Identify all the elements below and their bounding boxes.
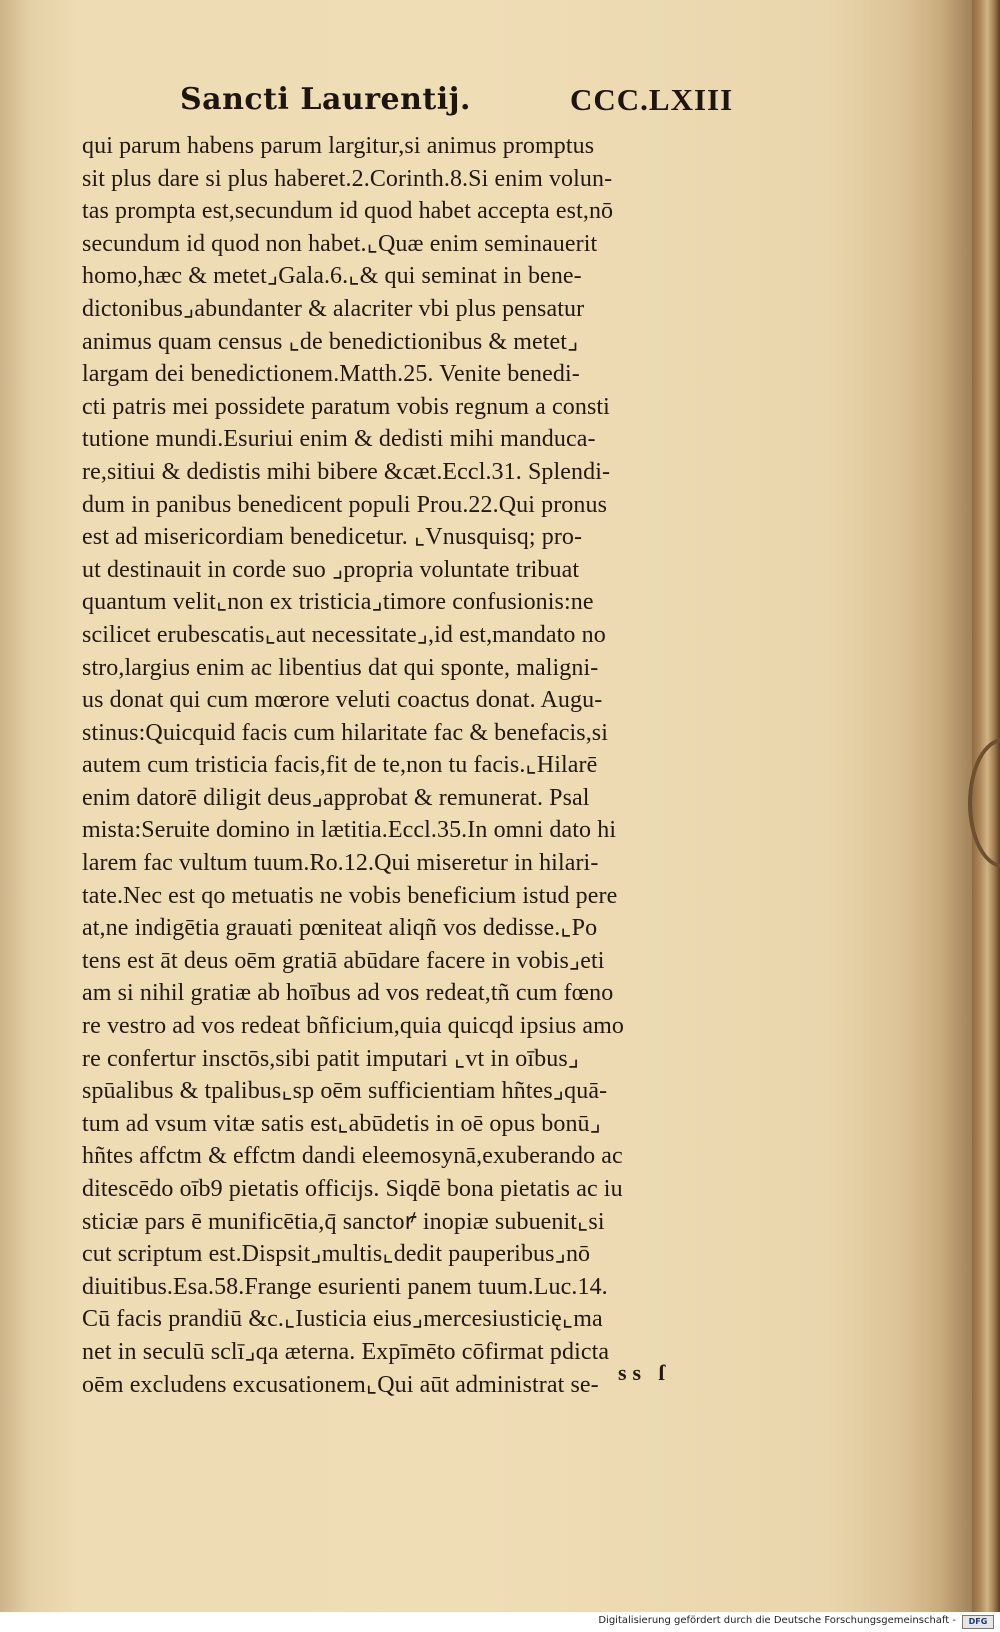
text-line: stinus:Quicquid facis cum hilaritate fac & benefacis,si bbox=[82, 719, 608, 746]
text-line: secundum id quod non habet.⌞Quæ enim seminauerit bbox=[82, 230, 598, 257]
text-line: enim datorē diligit deus⌟approbat & remunerat. Psal bbox=[82, 784, 590, 811]
text-line: re vestro ad vos redeat bñficium,quia quicqd ipsius amo bbox=[82, 1013, 625, 1040]
text-line: autem cum tristicia facis,fit de te,non tu facis.⌞Hilarē bbox=[82, 752, 598, 779]
footer-bar bbox=[0, 1612, 1000, 1632]
text-line: larem fac vultum tuum.Ro.12.Qui miseretur in hilari- bbox=[82, 850, 599, 877]
text-line: quantum velit⌞non ex tristicia⌟timore confusionis:ne bbox=[82, 589, 594, 616]
text-line: net in seculū sclī⌟qa æterna. Expīmēto cōfirmat pdicta bbox=[82, 1338, 610, 1365]
text-line: tens est āt deus oēm gratiā abūdare facere in vobis⌟eti bbox=[82, 947, 605, 974]
text-line: re,sitiui & dedistis mihi bibere &cæt.Eccl.31. Splendi- bbox=[82, 458, 611, 485]
text-line: ditescēdo oīb9 pietatis officijs. Siqdē bona pietatis ac iu bbox=[82, 1176, 623, 1202]
text-line: Cū facis prandiū &c.⌞Iusticia eius⌟mercesiusticię⌞ma bbox=[82, 1306, 603, 1333]
text-line: mista:Seruite domino in lætitia.Eccl.35.In omni dato hi bbox=[82, 817, 617, 844]
text-line: oēm excludens excusationem⌞Qui aūt administrat se- bbox=[82, 1371, 599, 1398]
folio-number: CCC.LXIII bbox=[570, 82, 734, 117]
text-line: scilicet erubescatis⌞aut necessitate⌟,id est,mandato no bbox=[82, 621, 606, 648]
catchword: ss ſ bbox=[618, 1360, 671, 1385]
text-line: cti patris mei possidete paratum vobis regnum a consti bbox=[82, 393, 610, 420]
text-line: at,ne indigētia grauati pœniteat aliqñ vos dedisse.⌞Po bbox=[82, 915, 598, 942]
text-line: spūalibus & tpalibus⌞sp oēm sufficientiam hñtes⌟quā- bbox=[82, 1078, 608, 1105]
page-header bbox=[180, 82, 780, 128]
text-line: sit plus dare si plus haberet.2.Corinth.8.Si enim volun- bbox=[82, 165, 613, 192]
text-line: stro,largius enim ac libentius dat qui sponte, maligni- bbox=[82, 654, 599, 681]
text-line: tum ad vsum vitæ satis est⌞abūdetis in oē opus bonū⌟ bbox=[82, 1110, 602, 1137]
text-line: qui parum habens parum largitur,si animus promptus bbox=[82, 133, 595, 159]
text-line: animus quam census ⌞de benedictionibus & metet⌟ bbox=[82, 328, 579, 355]
dfg-logo: DFG bbox=[962, 1615, 994, 1629]
text-line: dum in panibus benedicent populi Prou.22.Qui pronus bbox=[82, 491, 608, 518]
text-block bbox=[82, 130, 772, 1401]
funding-credit: Digitalisierung gefördert durch die Deutsche Forschungsgemeinschaft - bbox=[598, 1615, 956, 1626]
text-line: sticiæ pars ē munificētia,q̄ sanctoꝵ inopiæ subuenit⌞si bbox=[82, 1208, 605, 1235]
text-line: tas prompta est,secundum id quod habet accepta est,nō bbox=[82, 198, 614, 225]
running-title: Sancti Laurentij. bbox=[180, 82, 471, 117]
text-line: largam dei benedictionem.Matth.25. Venite benedi- bbox=[82, 361, 580, 388]
text-line: dictonibus⌟abundanter & alacriter vbi plus pensatur bbox=[82, 295, 585, 322]
text-line: us donat qui cum mœrore veluti coactus donat. Augu- bbox=[82, 687, 603, 714]
text-line: homo,hæc & metet⌟Gala.6.⌞& qui seminat in bene- bbox=[82, 263, 582, 290]
text-line: est ad misericordiam benedicetur. ⌞Vnusquisq; pro- bbox=[82, 524, 583, 551]
text-line: cut scriptum est.Dispsit⌟multis⌞dedit pauperibus⌟nō bbox=[82, 1241, 591, 1268]
text-line: am si nihil gratiæ ab hoībus ad vos redeat,tñ cum fœno bbox=[82, 980, 614, 1007]
text-line: re confertur insctōs,sibi patit imputari ⌞vt in oībus⌟ bbox=[82, 1045, 580, 1072]
text-line: tate.Nec est qo metuatis ne vobis beneficium istud pere bbox=[82, 882, 618, 909]
text-line: tutione mundi.Esuriui enim & dedisti mihi manduca- bbox=[82, 426, 596, 453]
text-line: diuitibus.Esa.58.Frange esurienti panem tuum.Luc.14. bbox=[82, 1273, 608, 1300]
text-line: hñtes affctm & effctm dandi eleemosynā,exuberando ac bbox=[82, 1143, 623, 1170]
text-line: ut destinauit in corde suo ⌟propria voluntate tribuat bbox=[82, 556, 580, 583]
